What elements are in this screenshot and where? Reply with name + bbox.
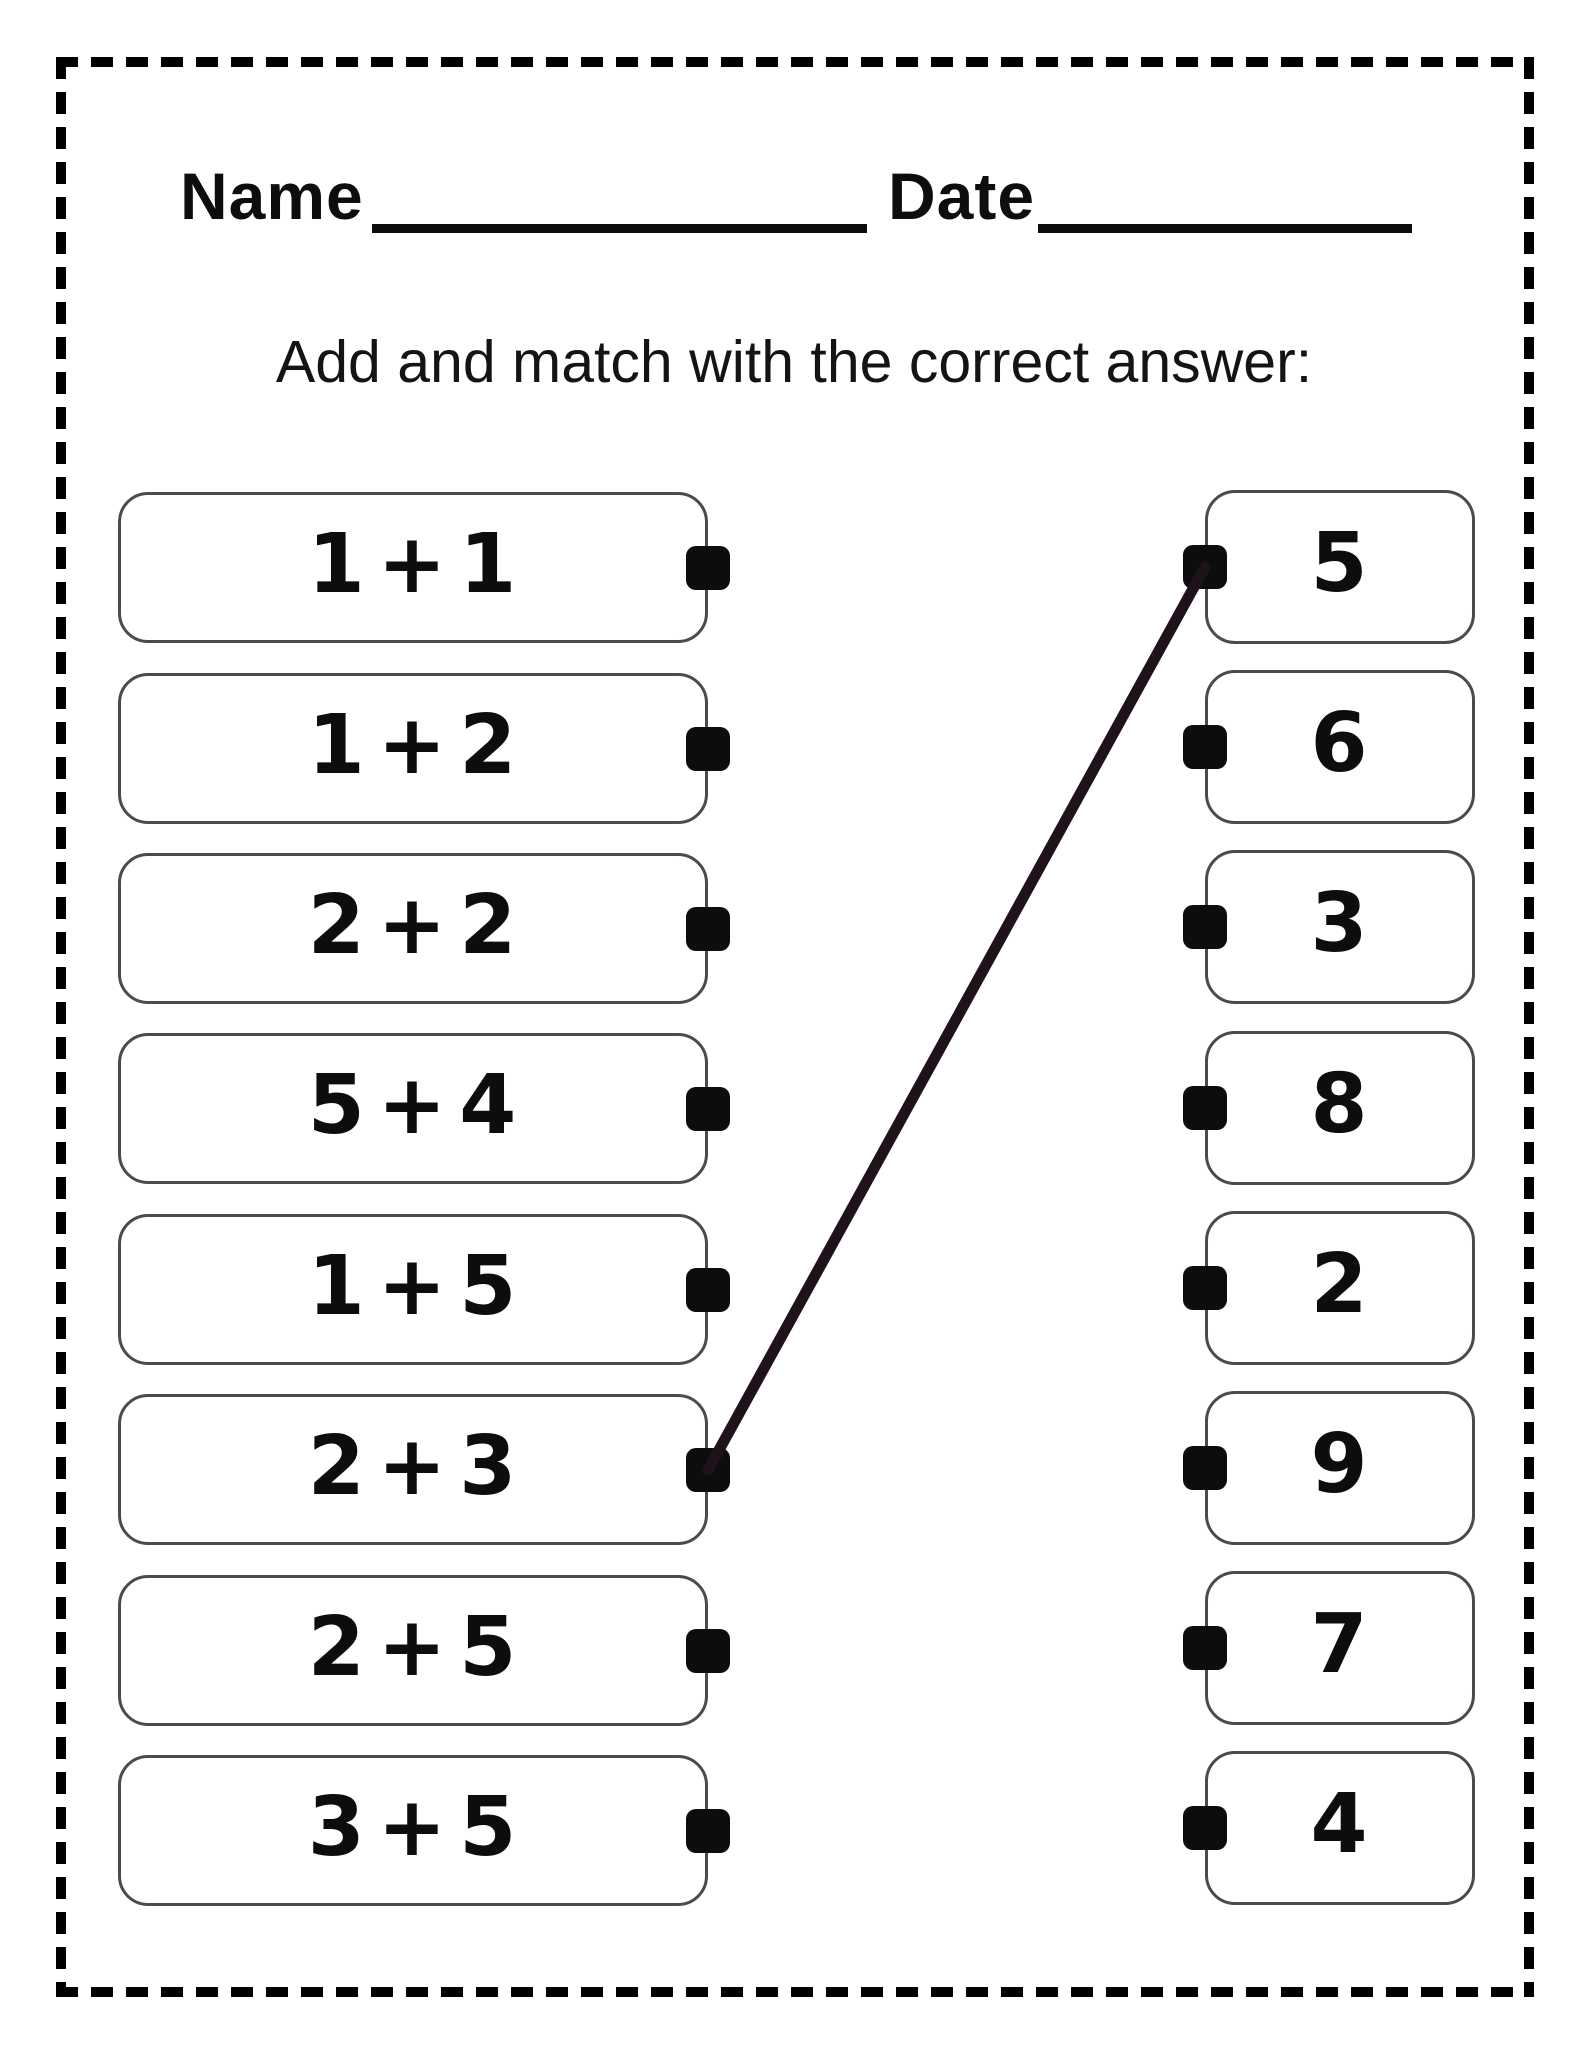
connector-dot[interactable] — [686, 546, 730, 590]
answer-value: 2 — [1310, 1237, 1370, 1332]
connector-dot[interactable] — [1183, 545, 1227, 589]
connector-dot[interactable] — [686, 907, 730, 951]
connector-dot[interactable] — [1183, 1626, 1227, 1670]
answer-box-5 — [1205, 490, 1475, 644]
problem-expression: 2 + 5 — [307, 1599, 519, 1695]
instruction-title: Add and match with the correct answer: — [275, 329, 1313, 395]
problem-box-2-plus-5 — [118, 1575, 708, 1726]
answer-value: 7 — [1310, 1597, 1370, 1692]
problem-box-2-plus-2 — [118, 853, 708, 1004]
answer-box-4 — [1205, 1751, 1475, 1905]
problem-expression: 1 + 5 — [307, 1238, 519, 1334]
problem-expression: 1 + 1 — [307, 516, 519, 612]
name-blank-field[interactable] — [372, 224, 867, 233]
answer-value: 4 — [1310, 1777, 1370, 1872]
connector-dot[interactable] — [1183, 1446, 1227, 1490]
connector-dot[interactable] — [1183, 725, 1227, 769]
problem-expression: 3 + 5 — [307, 1779, 519, 1875]
problem-box-5-plus-4 — [118, 1033, 708, 1184]
answer-value: 9 — [1310, 1417, 1370, 1512]
answer-value: 8 — [1310, 1057, 1370, 1152]
connector-dot[interactable] — [686, 1629, 730, 1673]
connector-dot[interactable] — [1183, 1086, 1227, 1130]
answer-box-9 — [1205, 1391, 1475, 1545]
answer-box-8 — [1205, 1031, 1475, 1185]
connector-dot[interactable] — [686, 1087, 730, 1131]
answer-box-3 — [1205, 850, 1475, 1004]
problem-expression: 1 + 2 — [307, 697, 519, 793]
connector-dot[interactable] — [1183, 1806, 1227, 1850]
problem-box-2-plus-3 — [118, 1394, 708, 1545]
match-line — [708, 567, 1205, 1470]
answer-value: 6 — [1310, 696, 1370, 791]
answer-value: 5 — [1310, 516, 1370, 611]
connector-dot[interactable] — [1183, 1266, 1227, 1310]
problem-box-1-plus-5 — [118, 1214, 708, 1365]
connector-dot[interactable] — [686, 727, 730, 771]
answer-box-6 — [1205, 670, 1475, 824]
date-blank-field[interactable] — [1038, 224, 1412, 233]
page-border-top — [56, 57, 1534, 67]
problem-expression: 5 + 4 — [307, 1057, 519, 1153]
problem-box-3-plus-5 — [118, 1755, 708, 1906]
page-border-bottom — [56, 1987, 1534, 1997]
answer-box-7 — [1205, 1571, 1475, 1725]
connector-dot[interactable] — [686, 1268, 730, 1312]
name-label: Name — [180, 159, 364, 233]
connector-dot[interactable] — [686, 1809, 730, 1853]
connector-dot[interactable] — [1183, 905, 1227, 949]
problem-expression: 2 + 3 — [307, 1418, 519, 1514]
problem-expression: 2 + 2 — [307, 877, 519, 973]
answer-value: 3 — [1310, 876, 1370, 971]
problem-box-1-plus-1 — [118, 492, 708, 643]
answer-box-2 — [1205, 1211, 1475, 1365]
problem-box-1-plus-2 — [118, 673, 708, 824]
connector-dot[interactable] — [686, 1448, 730, 1492]
date-label: Date — [888, 159, 1036, 233]
